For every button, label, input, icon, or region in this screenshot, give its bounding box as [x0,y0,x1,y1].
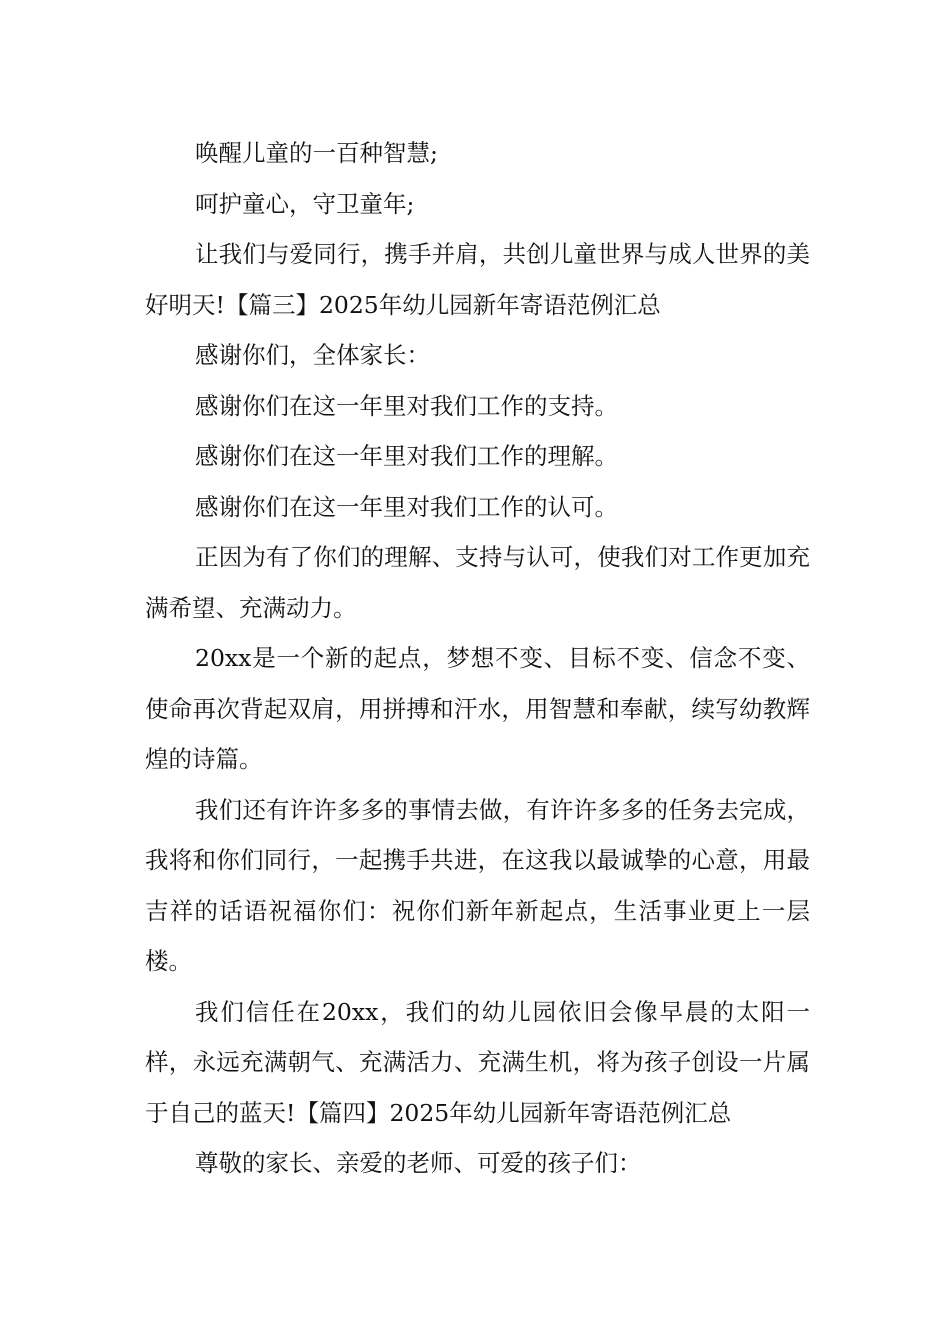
paragraph-10: 我们还有许许多多的事情去做，有许许多多的任务去完成，我将和你们同行，一起携手共进，在这我以最诚挚的心意，用最吉祥的话语祝福你们：祝你们新年新起点，生活事业更上一层楼。 [145,795,810,975]
paragraph-8: 正因为有了你们的理解、支持与认可，使我们对工作更加充满希望、充满动力。 [145,543,810,622]
paragraph-4: 感谢你们，全体家长： [195,341,430,369]
paragraph-5: 感谢你们在这一年里对我们工作的支持。 [195,391,618,420]
paragraph-12: 尊敬的家长、亲爱的老师、可爱的孩子们： [195,1149,642,1177]
document-body [145,128,810,1189]
paragraph-2: 呵护童心，守卫童年; [195,189,415,218]
paragraph-11: 我们信任在20xx，我们的幼儿园依旧会像早晨的太阳一样，永远充满朝气、充满活力、充满生机，将为孩子创设一片属于自己的蓝天!【篇四】2025年幼儿园新年寄语范例汇总 [145,997,810,1127]
paragraph-7: 感谢你们在这一年里对我们工作的认可。 [195,492,618,521]
paragraph-6: 感谢你们在这一年里对我们工作的理解。 [195,442,618,470]
paragraph-1: 唤醒儿童的一百种智慧; [195,139,438,167]
paragraph-3: 让我们与爱同行，携手并肩，共创儿童世界与成人世界的美好明天!【篇三】2025年幼儿园新年寄语范例汇总 [145,240,810,319]
paragraph-9: 20xx是一个新的起点，梦想不变、目标不变、信念不变、使命再次背起双肩，用拼搏和汗水，用智慧和奉献，续写幼教辉煌的诗篇。 [145,644,810,773]
